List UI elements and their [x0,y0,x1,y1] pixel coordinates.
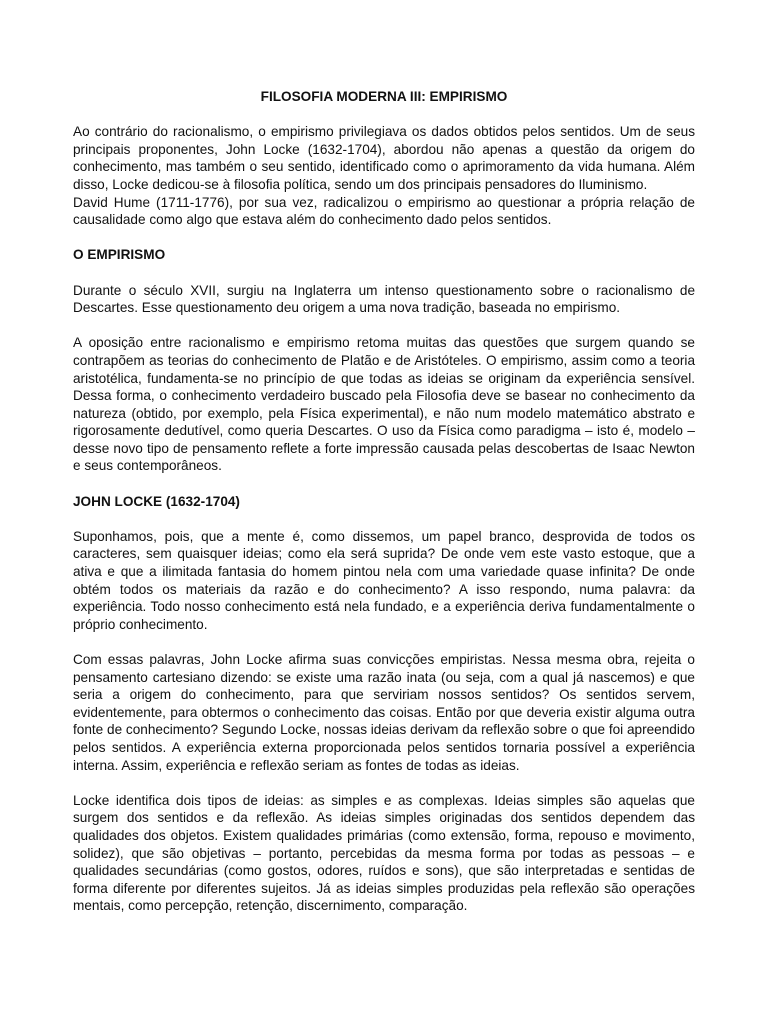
document-page [73,88,695,933]
document-title: FILOSOFIA MODERNA III: EMPIRISMO [260,89,508,104]
intro-paragraph: David Hume (1711-1776), por sua vez, radicalizou o empirismo ao questionar a própria relação de causalidade como algo que estava além do conhecimento dado pelos sentidos. [73,194,695,228]
section-heading-john-locke: JOHN LOCKE (1632-1704) [73,493,240,509]
intro-paragraph: Ao contrário do racionalismo, o empirismo privilegiava os dados obtidos pelos sentidos. Um de seus principais proponentes, John Locke (1632-1704), abordou não apenas a questão da origem do conhecimento, mas também o seu sentido, identificado como o aprimoramento da vida humana. Além disso, Locke dedicou-se à filosofia política, sendo um dos principais pensadores do Iluminismo. [73,124,695,192]
body-paragraph: Locke identifica dois tipos de ideias: as simples e as complexas. Ideias simples são aquelas que surgem dos sentidos e da reflexão. As ideias simples originadas dos sentidos dependem das qualidades dos objetos. Existem qualidades primárias (como extensão, forma, repouso e movimento, solidez), que são objetivas – portanto, percebidas da mesma forma por todas as pessoas – e qualidades secundárias (como gostos, odores, ruídos e sons), que são interpretadas e sentidas de forma diferente por diferentes sujeitos. Já as ideias simples produzidas pela reflexão são operações mentais, como percepção, retenção, discernimento, comparação. [73,792,695,914]
quote-paragraph: Suponhamos, pois, que a mente é, como dissemos, um papel branco, desprovida de todos os caracteres, sem quaisquer ideias; como ela será suprida? De onde vem este vasto estoque, que a ativa e que a ilimitada fantasia do homem pintou nela com uma variedade quase infinita? De onde obtém todos os materiais da razão e do conhecimento? A isso respondo, numa palavra: da experiência. Todo nosso conhecimento está nela fundado, e a experiência deriva fundamentalmente o próprio conhecimento. [73,528,695,632]
section-heading-empirismo: O EMPIRISMO [73,247,166,263]
body-paragraph: A oposição entre racionalismo e empirismo retoma muitas das questões que surgem quando se contrapõem as teorias do conhecimento de Platão e de Aristóteles. O empirismo, assim como a teoria aristotélica, fundamenta-se no princípio de que todas as ideias se originam da experiência sensível. Dessa forma, o conhecimento verdadeiro buscado pela Filosofia deve se basear no conhecimento da natureza (obtido, por exemplo, pela Física experimental), e não num modelo matemático abstrato e rigorosamente dedutível, como queria Descartes. O uso da Física como paradigma – isto é, modelo – desse novo tipo de pensamento reflete a forte impressão causada pelas descobertas de Isaac Newton e seus contemporâneos. [73,335,695,474]
body-paragraph: Durante o século XVII, surgiu na Inglaterra um intenso questionamento sobre o racionalismo de Descartes. Esse questionamento deu origem a uma nova tradição, baseada no empirismo. [73,282,695,316]
body-paragraph: Com essas palavras, John Locke afirma suas convicções empiristas. Nessa mesma obra, rejeita o pensamento cartesiano dizendo: se existe uma razão inata (ou seja, com a qual já nascemos) e que seria a origem do conhecimento, para que serviriam nossos sentidos? Os sentidos servem, evidentemente, para obtermos o conhecimento das coisas. Então por que deveria existir alguma outra fonte de conhecimento? Segundo Locke, nossas ideias derivam da reflexão sobre o que foi apreendido pelos sentidos. A experiência externa proporcionada pelos sentidos tornaria possível a experiência interna. Assim, experiência e reflexão seriam as fontes de todas as ideias. [73,652,695,773]
